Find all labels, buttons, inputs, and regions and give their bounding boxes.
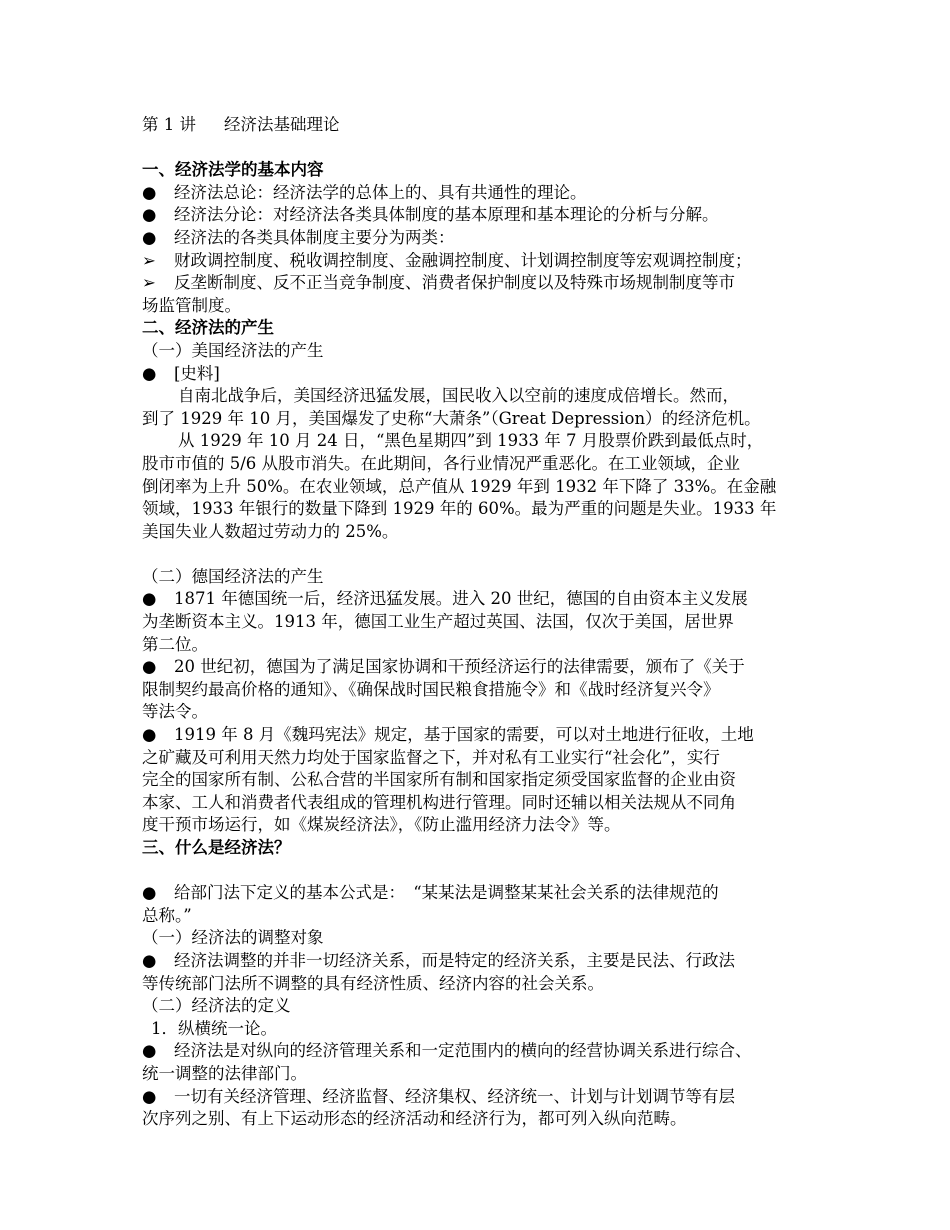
paragraph-line: 股市市值的 5/6 从股市消失。在此期间，各行业情况严重恶化。在工业领域，企业: [142, 453, 741, 473]
paragraph-line: 到了 1929 年 10 月，美国爆发了史称“大萧条”（Great Depression）的经济危机。: [142, 408, 761, 428]
list-item: ● 经济法的各类具体制度主要分为两类：: [142, 227, 814, 250]
bullet-icon: ●: [142, 227, 157, 247]
bullet-icon: ●: [142, 883, 157, 903]
list-item-continuation: 完全的国家所有制、公私合营的半国家所有制和国家指定须受国家监督的企业由资: [142, 770, 736, 790]
list-item-continuation: 等传统部门法所不调整的具有经济性质、经济内容的社会关系。: [142, 973, 604, 993]
list-item-continuation: 限制契约最高价格的通知》、《确保战时国民粮食措施令》和《战时经济复兴令》: [142, 679, 720, 699]
bullet-icon: ●: [142, 182, 157, 202]
list-item-continuation: 第二位。: [142, 634, 208, 654]
list-item-continuation: 度干预市场运行，如《煤炭经济法》，《防止滥用经济力法令》等。: [142, 815, 621, 835]
list-item: ➢ 反垄断制度、反不正当竞争制度、消费者保护制度以及特殊市场规制制度等市: [142, 272, 814, 295]
list-item: ● [史料]: [142, 363, 814, 386]
bullet-icon: ●: [142, 589, 157, 609]
list-item: ● 经济法是对纵向的经济管理关系和一定范围内的横向的经营协调关系进行综合、: [142, 1040, 814, 1063]
list-item: ● 1871 年德国统一后，经济迅猛发展。进入 20 世纪，德国的自由资本主义发展: [142, 588, 814, 611]
bullet-icon: ●: [142, 725, 157, 745]
bullet-icon: ●: [142, 205, 157, 225]
list-item: ● 经济法分论：对经济法各类具体制度的基本原理和基本理论的分析与分解。: [142, 204, 814, 227]
list-item: ● 经济法总论：经济法学的总体上的、具有共通性的理论。: [142, 182, 814, 205]
lecture-title: [142, 114, 814, 137]
bullet-icon: ●: [142, 1041, 157, 1061]
list-item-continuation: 总称。”: [142, 905, 192, 925]
list-item: ● 一切有关经济管理、经济监督、经济集权、经济统一、计划与计划调节等有层: [142, 1086, 814, 1109]
list-item: ● 给部门法下定义的基本公式是： “某某法是调整某某社会关系的法律规范的: [142, 882, 814, 905]
document-page: [142, 114, 814, 1131]
section-heading-3: 三、什么是经济法？: [142, 838, 291, 857]
list-item-continuation: 之矿藏及可利用天然力均处于国家监督之下，并对私有工业实行“社会化”，实行: [142, 747, 720, 767]
list-item-continuation: 本家、工人和消费者代表组成的管理机构进行管理。同时还辅以相关法规从不同角: [142, 792, 736, 812]
list-item-continuation: 为垄断资本主义。1913 年，德国工业生产超过英国、法国，仅次于美国，居世界: [142, 612, 734, 632]
subsection-heading: （二）德国经济法的产生: [142, 566, 324, 586]
arrow-bullet-icon: ➢: [142, 273, 156, 293]
section-heading-2: 二、经济法的产生: [142, 318, 274, 338]
list-item-continuation: 统一调整的法律部门。: [142, 1063, 307, 1083]
list-item-continuation: 场监管制度。: [142, 295, 241, 315]
paragraph-line: 倒闭率为上升 50%。在农业领域，总产值从 1929 年到 1932 年下降了 33%。在金融: [142, 476, 777, 496]
list-item: ● 1919 年 8 月《魏玛宪法》规定，基于国家的需要，可以对土地进行征收，土地: [142, 724, 814, 747]
paragraph-line: 自南北战争后，美国经济迅猛发展，国民收入以空前的速度成倍增长。然而，: [178, 386, 739, 406]
paragraph-line: 从 1929 年 10 月 24 日，“黑色星期四”到 1933 年 7 月股票价跌到最低点时，: [178, 431, 764, 451]
lecture-title-text: 经济法基础理论: [224, 115, 340, 134]
paragraph-line: 领域，1933 年银行的数量下降到 1929 年的 60%。最为严重的问题是失业。1933 年: [142, 499, 777, 519]
bullet-icon: ●: [142, 1086, 157, 1106]
list-item: ● 20 世纪初，德国为了满足国家协调和干预经济运行的法律需要，颁布了《关于: [142, 656, 814, 679]
subsection-heading: （一）经济法的调整对象: [142, 928, 324, 948]
bullet-icon: ●: [142, 363, 157, 383]
section-heading-1: 一、经济法学的基本内容: [142, 160, 324, 180]
list-item-continuation: 次序列之别、有上下运动形态的经济活动和经济行为，都可列入纵向范畴。: [142, 1109, 687, 1129]
list-item: ➢ 财政调控制度、税收调控制度、金融调控制度、计划调控制度等宏观调控制度；: [142, 250, 814, 273]
numbered-item: 1．纵横统一论。: [151, 1018, 277, 1038]
list-item-continuation: 等法令。: [142, 702, 208, 722]
subsection-heading: （一）美国经济法的产生: [142, 340, 324, 360]
arrow-bullet-icon: ➢: [142, 250, 156, 270]
bullet-icon: ●: [142, 950, 157, 970]
paragraph-line: 美国失业人数超过劳动力的 25%。: [142, 521, 399, 541]
lecture-number: 第 1 讲: [142, 115, 196, 134]
list-item: ● 经济法调整的并非一切经济关系，而是特定的经济关系，主要是民法、行政法: [142, 950, 814, 973]
subsection-heading: （二）经济法的定义: [142, 996, 291, 1016]
bullet-icon: ●: [142, 657, 157, 677]
